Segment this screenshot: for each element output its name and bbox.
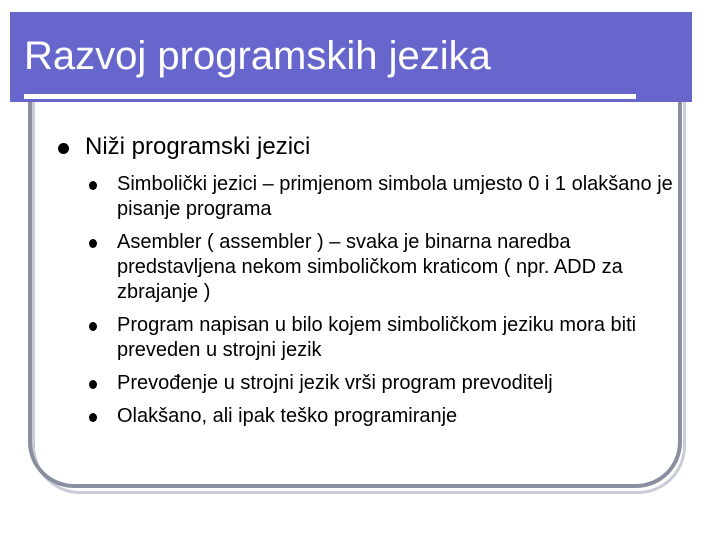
sub-bullet-item: [89, 313, 679, 363]
sub-bullet-text: Prevođenje u strojni jezik vrši program prevoditelj: [117, 372, 553, 394]
bullet-level1: [58, 133, 310, 161]
sub-bullet-text: Asembler ( assembler ) – svaka je binarna naredba predstavljena nekom simboličkom kraticom ( npr. ADD za zbrajanje ): [117, 231, 623, 303]
sub-bullet-item: [89, 371, 679, 396]
bullet-dot-icon: [58, 143, 69, 154]
bullet-dot-icon: [89, 380, 97, 389]
sub-bullet-item: [89, 230, 679, 305]
bullet-level1-text: Niži programski jezici: [85, 133, 311, 160]
sub-bullet-item: [89, 172, 679, 222]
slide-title: Razvoj programskih jezika: [24, 34, 491, 78]
sub-bullet-item: [89, 404, 679, 429]
bullet-dot-icon: [89, 239, 97, 248]
bullet-dot-icon: [89, 181, 97, 190]
sub-bullet-text: Program napisan u bilo kojem simboličkom jeziku mora biti preveden u strojni jezik: [117, 314, 637, 361]
sub-bullet-text: Olakšano, ali ipak teško programiranje: [117, 405, 458, 427]
sub-bullet-list: [89, 172, 679, 437]
sub-bullet-text: Simbolički jezici – primjenom simbola umjesto 0 i 1 olakšano je pisanje programa: [117, 173, 673, 220]
bullet-dot-icon: [89, 322, 97, 331]
bullet-dot-icon: [89, 413, 97, 422]
